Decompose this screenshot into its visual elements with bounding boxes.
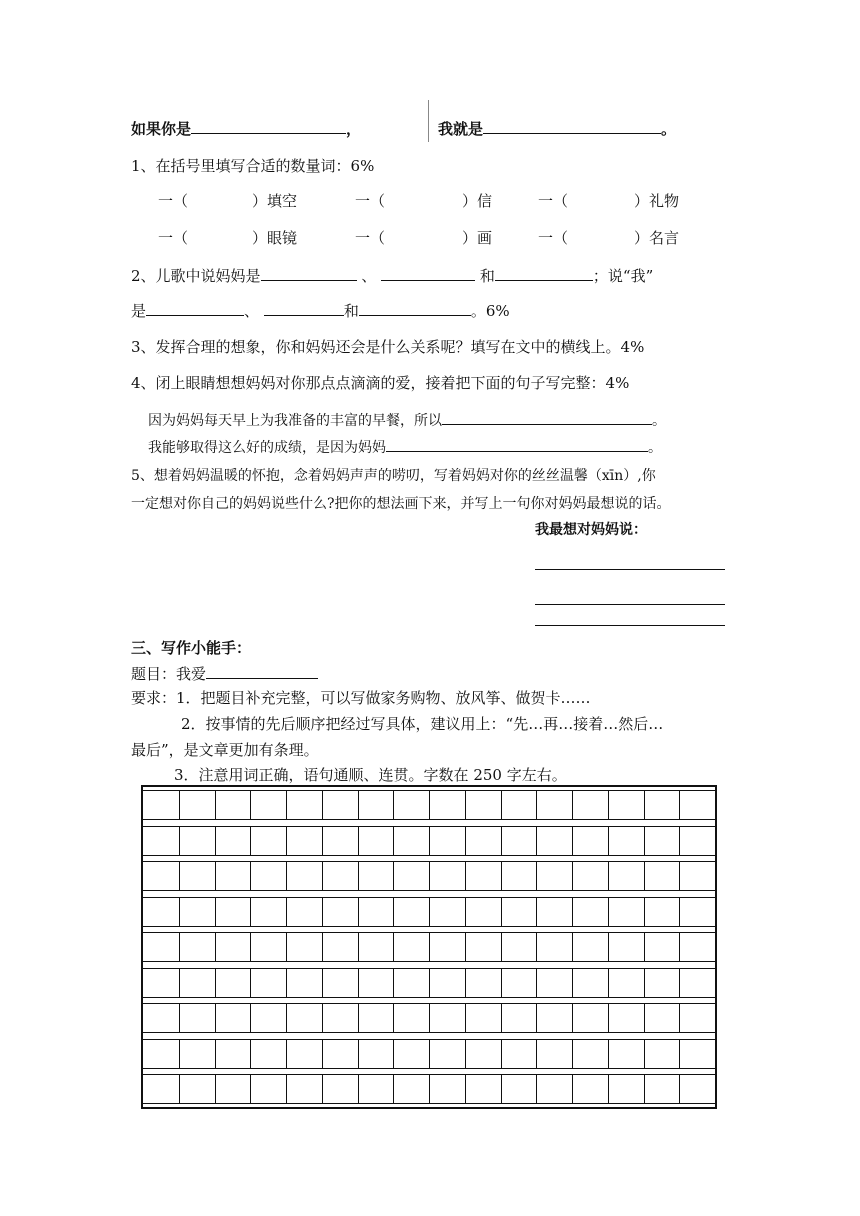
q2-blank-3[interactable]	[495, 265, 593, 281]
q2-line2	[131, 300, 510, 321]
writing-grid[interactable]	[141, 785, 717, 1109]
grid-cell[interactable]	[143, 1075, 680, 1103]
grid-cell[interactable]	[143, 1004, 680, 1032]
grid-row	[143, 790, 715, 820]
q4-blank-1[interactable]	[442, 409, 652, 425]
q2-blank-4[interactable]	[146, 300, 244, 316]
q4-s1-end: 。	[652, 413, 666, 429]
q1-row1-item1-close: ）填空	[252, 192, 298, 210]
q4-s2-start: 我能够取得这么好的成绩，是因为妈妈	[148, 440, 386, 456]
q4-title: 4、闭上眼睛想想妈妈对你那点点滴滴的爱，接着把下面的句子写完整：4%	[131, 374, 630, 392]
section3-heading: 三、写作小能手：	[131, 639, 252, 657]
q5-say-label: 我最想对妈妈说：	[535, 522, 647, 538]
q4-blank-2[interactable]	[386, 436, 648, 452]
q2-blank-5[interactable]	[264, 300, 344, 316]
q1-row2-item2-open: 一（	[355, 229, 386, 247]
q2-line1-end: ；说“我”	[592, 267, 654, 285]
grid-cell[interactable]	[143, 898, 680, 926]
section3-req3: 3．注意用词正确，语句通顺、连贯。字数在 250 字左右。	[174, 766, 567, 784]
q2-line1-start: 2、儿歌中说妈妈是	[131, 267, 261, 285]
q2-line2-start: 是	[131, 302, 147, 320]
grid-row	[143, 968, 715, 998]
q4-s2-end: 。	[648, 440, 662, 456]
q2-line2-sep2: 和	[343, 302, 359, 320]
section3-req-label: 要求：	[131, 689, 177, 707]
q1-row1-item1-open: 一（	[158, 192, 189, 210]
grid-row	[143, 1003, 715, 1033]
header-right	[438, 118, 676, 139]
q4-sentence2	[148, 436, 662, 458]
header-right-suffix: 。	[661, 120, 677, 138]
q5-answer-line-1[interactable]	[535, 569, 725, 570]
q4-sentence1	[148, 409, 666, 431]
q2-line1	[131, 265, 653, 286]
q2-line2-end: 。6%	[470, 302, 510, 320]
grid-row	[143, 932, 715, 962]
grid-row	[143, 826, 715, 856]
q5-line1: 5、想着妈妈温暖的怀抱，念着妈妈声声的唠叨，写着妈妈对你的丝丝温馨（xīn）,你	[131, 468, 656, 484]
q1-row2-item2-close: ）画	[462, 229, 493, 247]
section3-req2b: 最后”，是文章更加有条理。	[131, 741, 319, 759]
section3-topic-blank[interactable]	[206, 663, 318, 679]
q1-row1-item3-open: 一（	[538, 192, 569, 210]
q2-line1-sep2: 和	[479, 267, 495, 285]
q5-answer-line-2[interactable]	[535, 604, 725, 605]
grid-cell[interactable]	[143, 1040, 680, 1068]
grid-cell[interactable]	[143, 969, 680, 997]
header-left-blank[interactable]	[191, 118, 346, 134]
q1-row2-item3-open: 一（	[538, 229, 569, 247]
q1-row2-item1-close: ）眼镜	[252, 229, 298, 247]
header-left	[131, 118, 361, 139]
header-left-suffix: ，	[346, 120, 362, 138]
header-right-blank[interactable]	[483, 118, 661, 134]
grid-row	[143, 1039, 715, 1069]
q5-line2: 一定想对你自己的妈妈说些什么?把你的想法画下来，并写上一句你对妈妈最想说的话。	[131, 496, 671, 512]
header-left-prefix: 如果你是	[131, 120, 192, 138]
q1-row2-item3-close: ）名言	[634, 229, 680, 247]
header-right-prefix: 我就是	[438, 120, 484, 138]
grid-cell[interactable]	[143, 933, 680, 961]
grid-row	[143, 1074, 715, 1104]
grid-cell[interactable]	[143, 862, 680, 890]
grid-cell[interactable]	[143, 827, 680, 855]
q3-title: 3、发挥合理的想象，你和妈妈还会是什么关系呢？填写在文中的横线上。4%	[131, 338, 645, 356]
q1-row2-item1-open: 一（	[158, 229, 189, 247]
q1-row1-item3-close: ）礼物	[634, 192, 680, 210]
q1-row1-item2-close: ）信	[462, 192, 493, 210]
grid-cell[interactable]	[143, 791, 680, 819]
q2-blank-1[interactable]	[261, 265, 357, 281]
q1-row1-item2-open: 一（	[355, 192, 386, 210]
grid-row	[143, 897, 715, 927]
q2-line2-sep1: 、	[244, 302, 260, 320]
section3-req1	[131, 688, 591, 708]
q4-s1-start: 因为妈妈每天早上为我准备的丰富的早餐，所以	[148, 413, 442, 429]
section3-topic-label: 题目：我爱	[131, 665, 207, 683]
q5-answer-line-3[interactable]	[535, 625, 725, 626]
q2-blank-6[interactable]	[359, 300, 471, 316]
section3-topic	[131, 663, 318, 684]
section3-req1-text: 1．把题目补充完整，可以写做家务购物、放风筝、做贺卡……	[176, 689, 591, 707]
grid-row	[143, 861, 715, 891]
q1-title: 1、在括号里填写合适的数量词：6%	[131, 157, 375, 175]
q2-line1-sep1: 、	[361, 267, 377, 285]
header-divider	[428, 100, 429, 142]
section3-req2a: 2．按事情的先后顺序把经过写具体，建议用上：“先…再…接着…然后…	[181, 715, 664, 733]
q2-blank-2[interactable]	[381, 265, 475, 281]
